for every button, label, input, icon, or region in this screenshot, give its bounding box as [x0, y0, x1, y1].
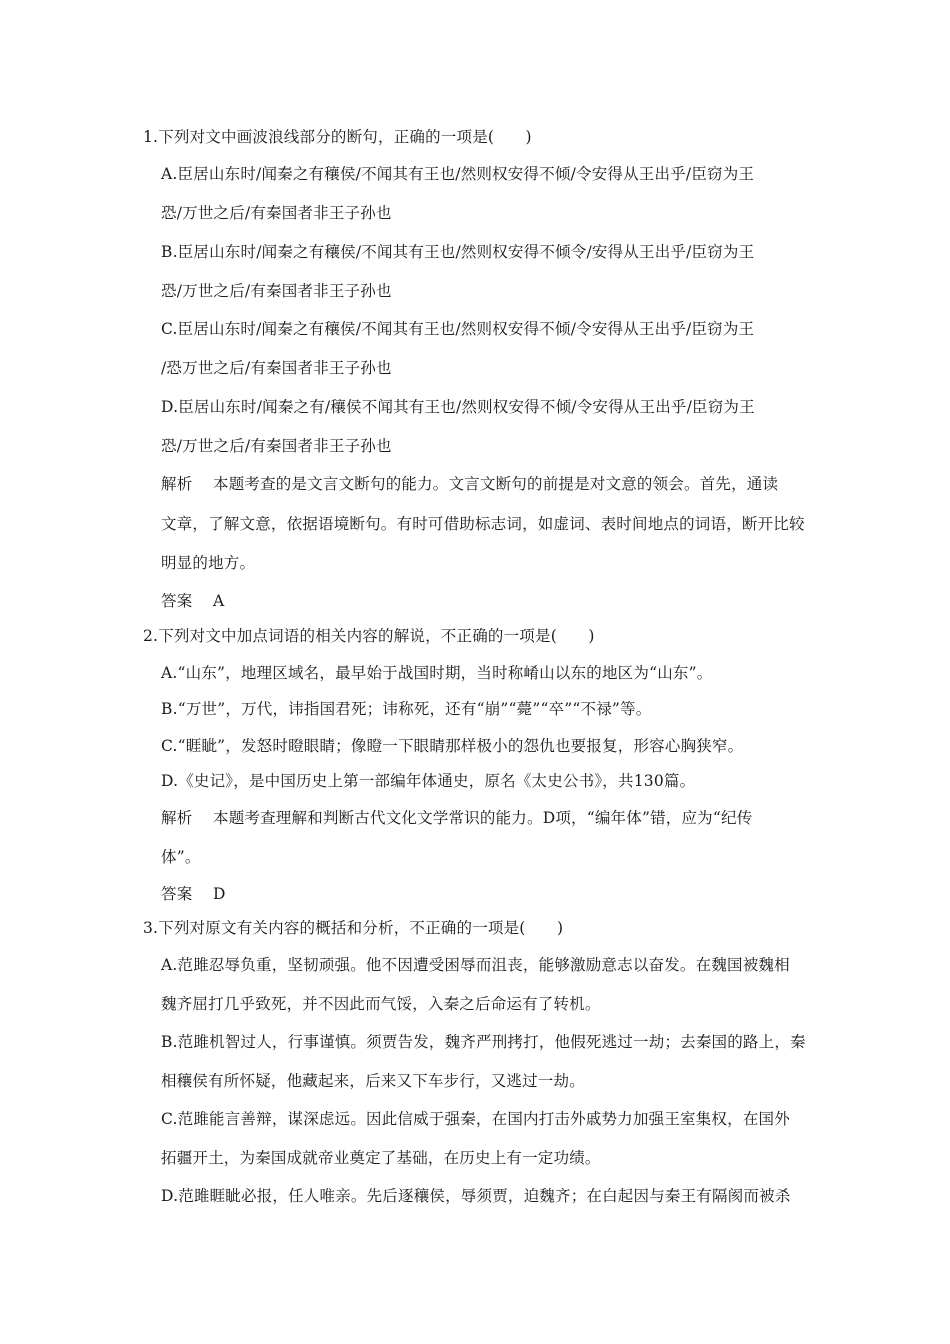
q3-option-c-line2: 拓疆开土，为秦国成就帝业奠定了基础，在历史上有一定功绩。	[161, 1149, 601, 1167]
q1-answer-label: 答案	[161, 592, 193, 610]
q1-option-b-line2: 恐/万世之后/有秦国者非王子孙也	[161, 282, 392, 300]
q3-option-a-line1: A.范雎忍辱负重，坚韧顽强。他不因遭受困辱而沮丧，能够激励意志以奋发。在魏国被魏相	[161, 956, 790, 974]
q1-option-a-line2: 恐/万世之后/有秦国者非王子孙也	[161, 204, 392, 222]
q1-option-c-line1: C.臣居山东时/闻秦之有穰侯/不闻其有王也/然则权安得不倾/令安得从王出乎/臣窃为王	[161, 320, 755, 338]
q3-option-a-line2: 魏齐屈打几乎致死，并不因此而气馁，入秦之后命运有了转机。	[161, 995, 601, 1013]
q3-option-b-line1: B.范雎机智过人，行事谨慎。须贾告发，魏齐严刑拷打，他假死逃过一劫；去秦国的路上，秦	[161, 1033, 806, 1051]
q1-option-c-line2: /恐万世之后/有秦国者非王子孙也	[161, 359, 392, 377]
q2-option-b: B.“万世”，万代，讳指国君死；讳称死，还有“崩”“薨”“卒”“不禄”等。	[161, 700, 652, 718]
q2-analysis-label: 解析	[161, 809, 193, 827]
q1-analysis-label: 解析	[161, 475, 193, 493]
q2-analysis-text: 本题考查理解和判断古代文化文学常识的能力。D项，“编年体”错，应为“纪传	[213, 809, 753, 827]
q1-option-d-line1: D.臣居山东时/闻秦之有/穰侯不闻其有王也/然则权安得不倾/令安得从王出乎/臣窃为王	[161, 398, 755, 416]
q1-analysis-line3: 明显的地方。	[161, 554, 256, 572]
q2-answer	[161, 884, 226, 904]
q3-option-d-line1: D.范雎睚眦必报，任人唯亲。先后逐穰侯，辱须贾，迫魏齐；在白起因与秦王有隔阂而被杀	[161, 1187, 791, 1205]
q1-analysis-line1	[161, 474, 778, 494]
q2-option-a: A.“山东”，地理区域名，最早始于战国时期，当时称崤山以东的地区为“山东”。	[161, 664, 713, 682]
q2-option-c: C.“睚眦”，发怒时瞪眼睛；像瞪一下眼睛那样极小的怨仇也要报复，形容心胸狭窄。	[161, 737, 744, 755]
q1-analysis-line2: 文章，了解文意，依据语境断句。有时可借助标志词，如虚词、表时间地点的词语，断开比较	[161, 515, 805, 533]
q3-option-c-line1: C.范雎能言善辩，谋深虑远。因此信威于强秦，在国内打击外戚势力加强王室集权，在国外	[161, 1110, 790, 1128]
q1-option-d-line2: 恐/万世之后/有秦国者非王子孙也	[161, 437, 392, 455]
q1-option-a-line1: A.臣居山东时/闻秦之有穰侯/不闻其有王也/然则权安得不倾/令安得从王出乎/臣窃为王	[161, 165, 755, 183]
q2-analysis-line1	[161, 808, 752, 828]
question-3-stem: 3.下列对原文有关内容的概括和分析，不正确的一项是( )	[143, 919, 564, 937]
q1-option-b-line1: B.臣居山东时/闻秦之有穰侯/不闻其有王也/然则权安得不倾令/安得从王出乎/臣窃为王	[161, 243, 755, 261]
q2-option-d: D.《史记》，是中国历史上第一部编年体通史，原名《太史公书》，共130篇。	[161, 772, 696, 790]
q3-option-b-line2: 相穰侯有所怀疑，他藏起来，后来又下车步行，又逃过一劫。	[161, 1072, 585, 1090]
q2-answer-value: D	[213, 885, 226, 903]
q2-analysis-line2: 体”。	[161, 848, 201, 866]
q1-answer	[161, 591, 224, 611]
question-1-stem: 1.下列对文中画波浪线部分的断句，正确的一项是( )	[143, 128, 532, 146]
question-2-stem: 2.下列对文中加点词语的相关内容的解说，不正确的一项是( )	[143, 627, 595, 645]
q1-analysis-text: 本题考查的是文言文断句的能力。文言文断句的前提是对文意的领会。首先，通读	[213, 475, 779, 493]
q2-answer-label: 答案	[161, 885, 193, 903]
q1-answer-value: A	[213, 592, 225, 610]
